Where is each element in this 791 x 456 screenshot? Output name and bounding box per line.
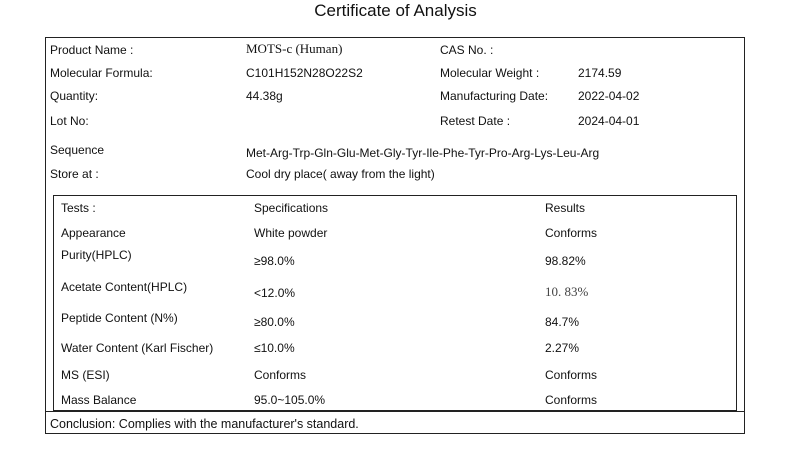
test-result: 10. 83%: [545, 284, 589, 299]
test-name: Peptide Content (N%): [61, 311, 178, 325]
quantity-value: 44.38g: [246, 89, 283, 103]
store-value: Cool dry place( away from the light): [246, 167, 435, 181]
product-name-label: Product Name :: [50, 43, 134, 57]
test-name: Purity(HPLC): [61, 248, 132, 262]
mfg-date-label: Manufacturing Date:: [440, 89, 549, 103]
document-title: Certificate of Analysis: [314, 1, 477, 20]
cas-label: CAS No. :: [440, 43, 494, 57]
mw-value: 2174.59: [578, 66, 622, 80]
test-result: Conforms: [545, 368, 598, 382]
test-spec: 95.0~105.0%: [254, 393, 326, 407]
test-spec: ≥98.0%: [254, 254, 295, 268]
test-name: Mass Balance: [61, 393, 137, 407]
quantity-label: Quantity:: [50, 89, 99, 103]
store-label: Store at :: [50, 167, 99, 181]
sequence-value: Met-Arg-Trp-Gln-Glu-Met-Gly-Tyr-Ile-Phe-Tyr-Pro-Arg-Lys-Leu-Arg: [246, 146, 600, 160]
tests-header-result: Results: [545, 201, 586, 215]
test-spec: ≥80.0%: [254, 315, 295, 329]
formula-label: Molecular Formula:: [50, 66, 153, 80]
test-name: Appearance: [61, 226, 126, 240]
sequence-label: Sequence: [50, 143, 105, 157]
conclusion-text: Conclusion: Complies with the manufacturer's standard.: [50, 417, 359, 431]
test-result: 98.82%: [545, 254, 586, 268]
mw-label: Molecular Weight :: [440, 66, 540, 80]
test-result: Conforms: [545, 393, 598, 407]
retest-date-value: 2024-04-01: [578, 114, 640, 128]
mfg-date-value: 2022-04-02: [578, 89, 640, 103]
test-name: Acetate Content(HPLC): [61, 280, 188, 294]
test-result: 2.27%: [545, 341, 580, 355]
test-spec: ≤10.0%: [254, 341, 295, 355]
tests-header-test: Tests :: [61, 201, 96, 215]
formula-value: C101H152N28O22S2: [246, 66, 363, 80]
test-result: Conforms: [545, 226, 598, 240]
test-spec: <12.0%: [254, 286, 296, 300]
product-name-value: MOTS-c (Human): [246, 41, 343, 56]
test-result: 84.7%: [545, 315, 580, 329]
retest-date-label: Retest Date :: [440, 114, 511, 128]
test-spec: White powder: [254, 226, 328, 240]
tests-header-spec: Specifications: [254, 201, 329, 215]
tests-table: [53, 195, 737, 411]
conclusion-divider: [45, 411, 745, 412]
test-name: Water Content (Karl Fischer): [61, 341, 214, 355]
test-spec: Conforms: [254, 368, 307, 382]
test-name: MS (ESI): [61, 368, 110, 382]
lot-label: Lot No:: [50, 114, 89, 128]
